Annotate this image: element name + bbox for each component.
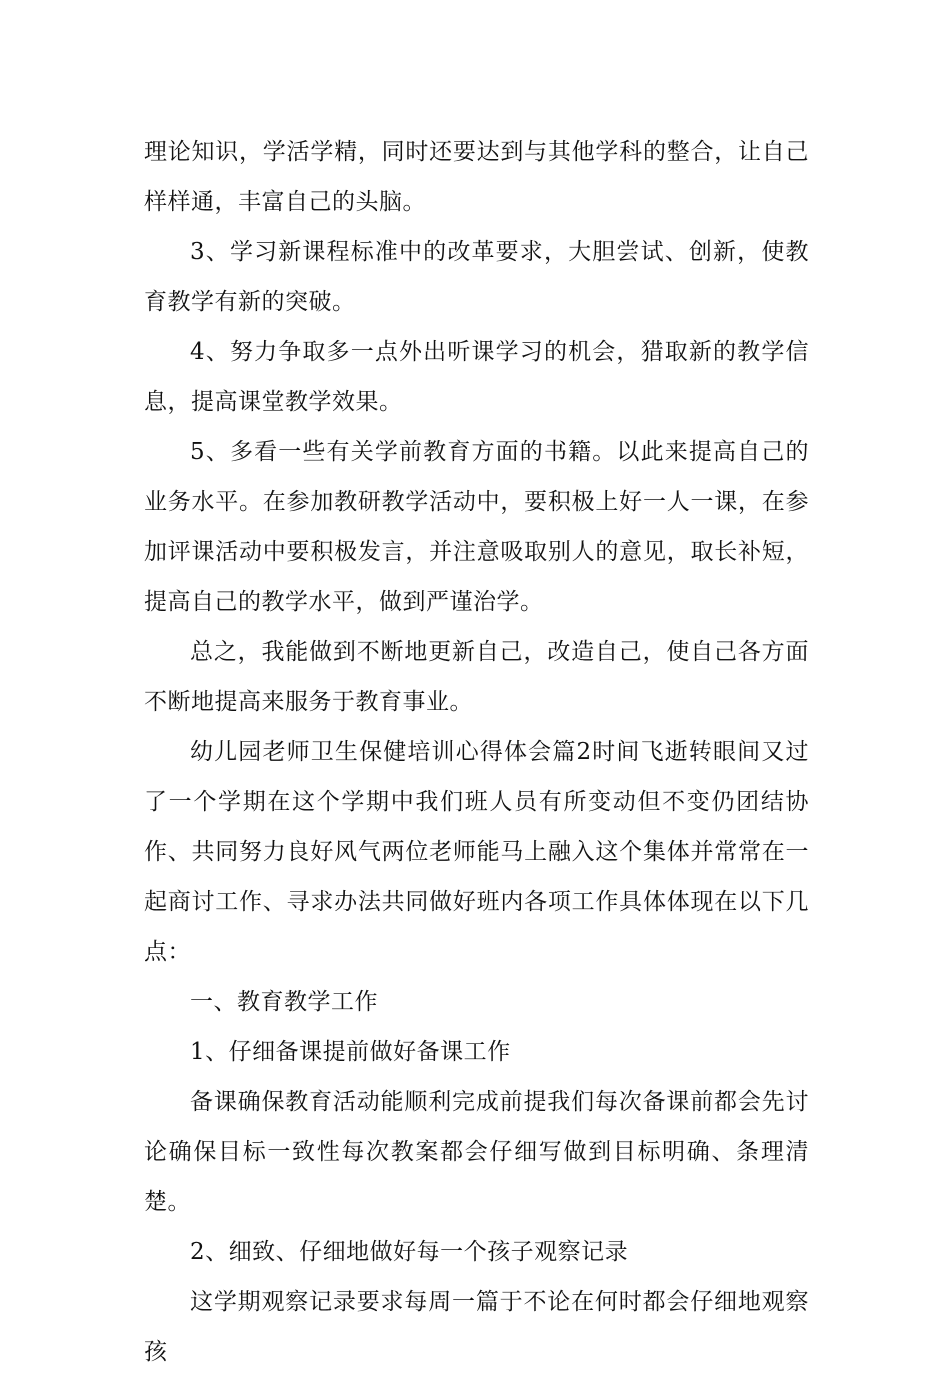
paragraph-observation: 这学期观察记录要求每周一篇于不论在何时都会仔细地观察孩 [144,1289,809,1365]
section-heading-teaching: 一、教育教学工作 [190,989,378,1015]
paragraph-item-4: 4、努力争取多一点外出听课学习的机会，猎取新的教学信息，提高课堂教学效果。 [144,339,809,415]
subheading-lesson-prep: 1、仔细备课提前做好备课工作 [190,1039,511,1065]
paragraph-continuation: 理论知识，学活学精，同时还要达到与其他学科的整合，让自己样样通，丰富自己的头脑。 [144,139,809,215]
paragraph-item-3: 3、学习新课程标准中的改革要求，大胆尝试、创新，使教育教学有新的突破。 [144,239,809,315]
document-body [144,127,809,1377]
paragraph-item-5: 5、多看一些有关学前教育方面的书籍。以此来提高自己的业务水平。在参加教研教学活动中，要积极上好一人一课，在参加评课活动中要积极发言，并注意吸取别人的意见，取长补短，提高自己的教学水平，做到严谨治学。 [144,439,809,615]
paragraph-article-2-intro: 幼儿园老师卫生保健培训心得体会篇2时间飞逝转眼间又过了一个学期在这个学期中我们班人员有所变动但不变仍团结协作、共同努力良好风气两位老师能马上融入这个集体并常常在一起商讨工作、寻求办法共同做好班内各项工作具体体现在以下几点： [144,739,809,965]
subheading-observation: 2、细致、仔细地做好每一个孩子观察记录 [190,1239,629,1265]
paragraph-summary: 总之，我能做到不断地更新自己，改造自己，使自己各方面不断地提高来服务于教育事业。 [144,639,809,715]
paragraph-lesson-prep: 备课确保教育活动能顺利完成前提我们每次备课前都会先讨论确保目标一致性每次教案都会仔细写做到目标明确、条理清楚。 [144,1089,809,1215]
